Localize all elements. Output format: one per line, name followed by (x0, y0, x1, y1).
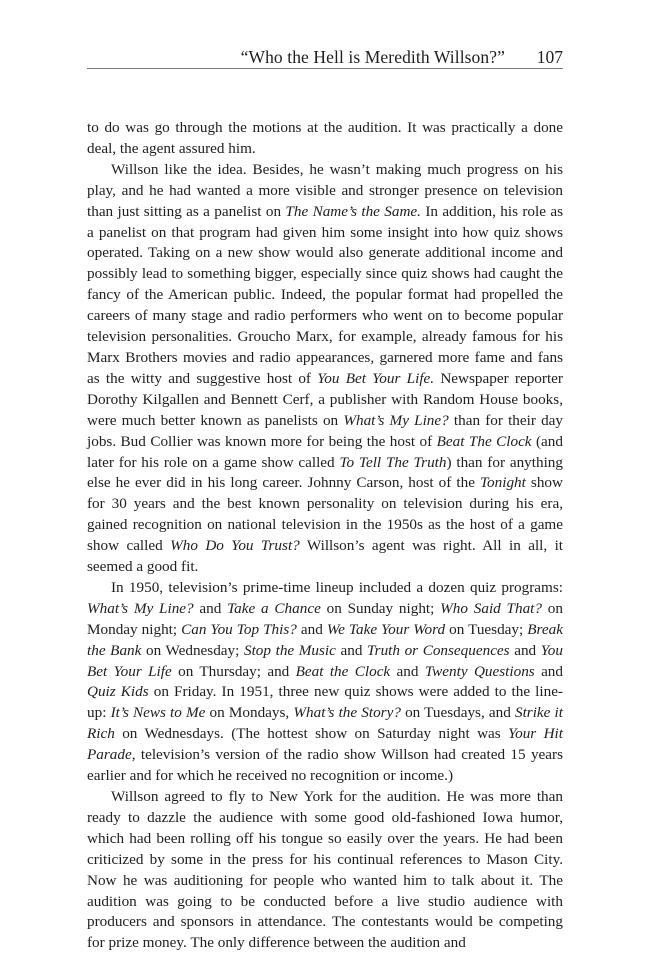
paragraph (87, 578, 563, 787)
italic-title: You Bet Your Life (87, 641, 563, 680)
text-run: (and later for his role on a game show called (87, 432, 563, 471)
italic-title: Truth or Consequences (367, 641, 510, 659)
italic-title: Strike it Rich (87, 704, 563, 743)
italic-title: Twenty Questions (424, 662, 535, 680)
text-run: show for 30 years and the best known personality on television during his era, gained recognition on national television in the 1950s as the host of a game show called (87, 474, 563, 555)
italic-title: You Bet Your Life. (317, 369, 435, 387)
text-run: Newspaper reporter Dorothy Kilgallen and Bennett Cerf, a publisher with Random House books, were much better known as panelists on (87, 369, 563, 429)
text-run: on Mondays, (205, 704, 294, 722)
text-run: to do was go through the motions at the audition. It was practically a done deal, the agent assured him. (87, 119, 563, 157)
text-run: ) than for anything else he ever did in his long career. Johnny Carson, host of the (87, 453, 563, 492)
text-run: Willson agreed to fly to New York for the audition. He was more than ready to dazzle the audience with some good old-fashioned Iowa humor, which had been rolling off his tongue so easily over the years. He had been criticized by some in the press for his continual references to Mason City. Now he was auditioning for people who wanted him to talk about it. The audition was going to be conducted before a live studio audience with producers and sponsors in attendance. The contestants would be competing for prize money. The only difference between the audition and (87, 788, 563, 952)
paragraph (87, 787, 563, 954)
text-run: on Wednesday; (141, 641, 244, 659)
italic-title: Beat the Clock (295, 662, 391, 680)
italic-title: What’s My Line? (343, 411, 449, 429)
italic-title: It’s News to Me (110, 704, 206, 722)
italic-title: Can You Top This? (181, 620, 297, 638)
italic-title: Take a Chance (227, 599, 321, 617)
text-run: and (390, 662, 425, 680)
text-run: Willson like the idea. Besides, he wasn’t making much progress on his play, and he had wanted a more visible and stronger presence on television than just sitting as a panelist on (87, 160, 563, 220)
text-run: and (335, 641, 368, 659)
italic-title: Tonight (479, 474, 526, 492)
italic-title: What’s My Line? (87, 599, 194, 617)
text-run: on Sunday night; (320, 599, 441, 617)
text-run: Willson’s agent was right. All in all, it seemed a good fit. (87, 537, 564, 576)
paragraph (87, 160, 563, 578)
text-run: on Tuesday; (445, 620, 528, 638)
text-run: and (296, 620, 327, 638)
text-run: and (534, 662, 563, 680)
running-head: “Who the Hell is Meredith Willson?” (240, 47, 505, 67)
paragraph (87, 118, 563, 160)
text-run: and (509, 641, 541, 659)
italic-title: Who Said That? (440, 599, 542, 617)
body-text (87, 118, 563, 954)
page-header (87, 44, 563, 69)
text-run: television’s version of the radio show Willson had created 15 years earlier and for which he received no recognition or income.) (87, 746, 563, 785)
text-run: on Thursday; and (171, 662, 296, 680)
text-run: on Wednesdays. (The hottest show on Saturday night was (114, 725, 509, 743)
text-run: and (193, 599, 228, 617)
text-run: In addition, his role as a panelist on that program had given him some insight into how quiz shows operated. Taking on a new show would also generate additional income and possibly lead to something bigger, especially since quiz shows had caught the fancy of the American public. Indeed, the popular format had propelled the careers of many stage and radio performers who went on to become popular television personalities. Groucho Marx, for example, already famous for his Marx Brothers movies and radio appearances, garnered more fame and fans as the witty and suggestive host of (87, 202, 563, 387)
italic-title: Stop the Music (243, 641, 336, 659)
italic-title: To Tell The Truth (339, 453, 447, 471)
italic-title: Beat The Clock (436, 432, 532, 450)
text-run: on Tuesdays, and (400, 704, 515, 722)
italic-title: Your Hit Parade, (87, 725, 563, 764)
italic-title: Quiz Kids (87, 683, 149, 701)
italic-title: What’s the Story? (293, 704, 401, 722)
italic-title: Break the Bank (87, 620, 563, 659)
italic-title: Who Do You Trust? (170, 537, 300, 555)
text-run: on Monday night; (87, 599, 563, 638)
italic-title: The Name’s the Same. (285, 202, 421, 220)
text-run: than for their day jobs. Bud Collier was known more for being the host of (87, 411, 563, 450)
text-run: In 1950, television’s prime-time lineup included a dozen quiz programs: (111, 578, 563, 596)
page-number: 107 (536, 47, 563, 67)
italic-title: We Take Your Word (326, 620, 446, 638)
text-run: on Friday. In 1951, three new quiz shows were added to the line-up: (87, 683, 563, 722)
